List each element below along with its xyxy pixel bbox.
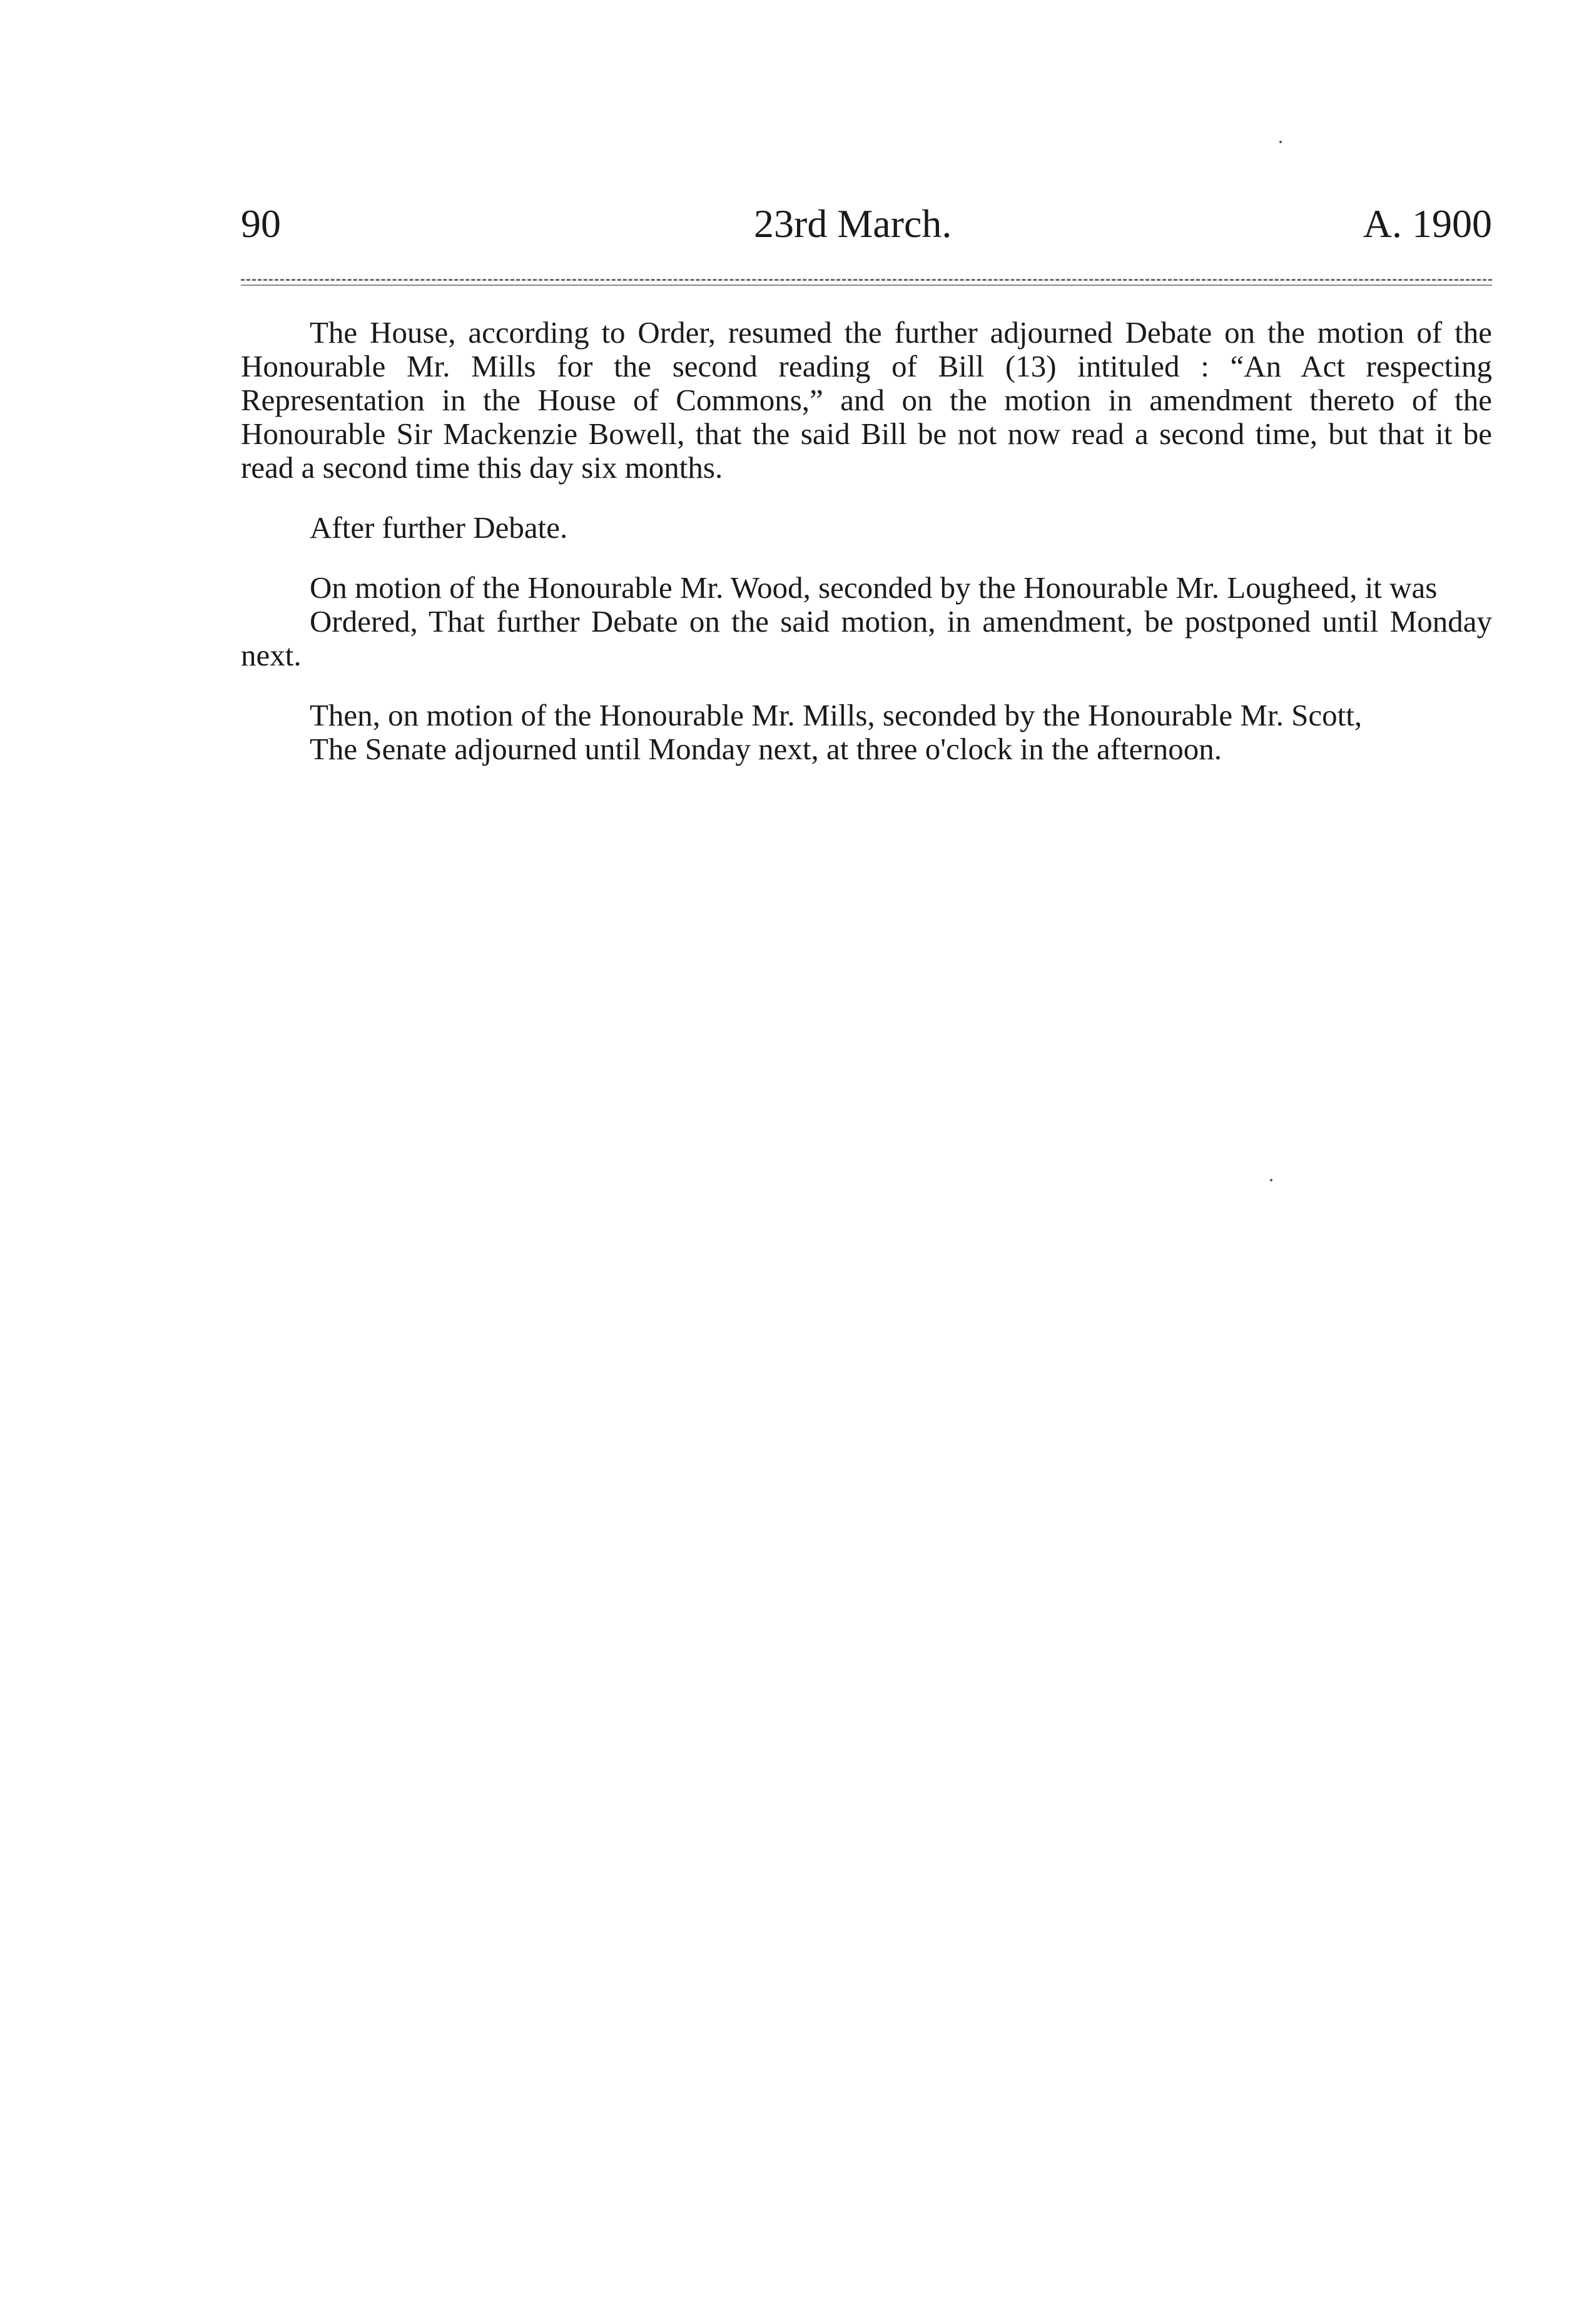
paragraph-ordered: Ordered, That further Debate on the said motion, in amendment, be postponed until Monday next. — [241, 604, 1492, 672]
header-rule-underline — [241, 285, 1492, 286]
paragraph-debate-resumed: The House, according to Order, resumed the further adjourned Debate on the motion of the Honourable Mr. Mills for the second reading of Bill (13) intituled : “An Act respecting Representation in the House of Commons,” and on the motion in amendment thereto of the Honourable Sir Mackenzie Bowell, that the said Bill be not now read a second time, but that it be read a second time this day six months. — [241, 315, 1492, 485]
journal-body — [241, 316, 1492, 766]
running-head — [241, 199, 1492, 249]
header-rule — [241, 279, 1492, 281]
paragraph-adjourned: The Senate adjourned until Monday next, at three o'clock in the afternoon. — [310, 732, 1222, 766]
speck-mark — [1270, 1179, 1272, 1181]
running-head-year: A. 1900 — [1363, 201, 1492, 246]
paragraph-motion-wood: On motion of the Honourable Mr. Wood, seconded by the Honourable Mr. Lougheed, it was — [310, 570, 1438, 605]
speck-mark — [1279, 141, 1282, 143]
paragraph-motion-mills: Then, on motion of the Honourable Mr. Mills, seconded by the Honourable Mr. Scott, — [310, 698, 1363, 732]
running-head-date: 23rd March. — [754, 201, 952, 246]
page-number: 90 — [241, 201, 281, 246]
paragraph-after-debate: After further Debate. — [310, 510, 568, 545]
